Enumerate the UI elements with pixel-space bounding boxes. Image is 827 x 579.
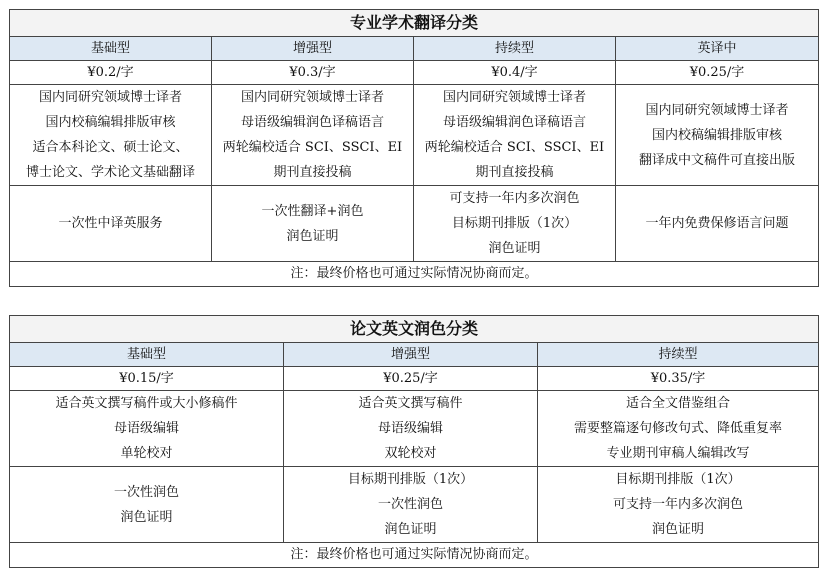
service-line: 可支持一年内多次润色 (449, 191, 580, 206)
feature-line: 双轮校对 (384, 446, 437, 461)
feature-line: 母语级编辑 (377, 421, 443, 436)
service-line: 润色证明 (120, 509, 173, 525)
tier-price-row (10, 367, 819, 391)
feature-line: 两轮编校适合 SCI、SSCI、EI (222, 140, 403, 155)
feature-line: 专业期刊审稿人编辑改写 (606, 446, 750, 461)
service-line: 一次性润色 (377, 497, 443, 512)
tier-services (284, 467, 538, 543)
feature-line: 需要整篇逐句修改句式、降低重复率 (574, 421, 783, 436)
tier-price: ¥0.25/字 (616, 61, 819, 85)
pricing-note: 注：最终价格也可通过实际情况协商而定。 (10, 543, 819, 568)
tier-price: ¥0.3/字 (212, 61, 414, 85)
tier-services (616, 186, 819, 262)
tier-price: ¥0.35/字 (538, 367, 819, 391)
service-line: 一次性润色 (113, 484, 179, 500)
service-line: 润色证明 (384, 522, 437, 537)
tier-services-row (10, 186, 819, 262)
service-line: 润色证明 (488, 241, 541, 256)
tier-price: ¥0.4/字 (414, 61, 616, 85)
tier-name: 增强型 (212, 37, 414, 61)
tier-features-row (10, 391, 819, 467)
translation-pricing-table (9, 9, 819, 287)
tier-name: 持续型 (414, 37, 616, 61)
tier-features (414, 85, 616, 186)
tier-services (10, 186, 212, 262)
tier-services (10, 467, 284, 543)
service-line: 一年内免费保修语言问题 (645, 216, 789, 231)
tier-services (538, 467, 819, 543)
feature-line: 母语级编辑 (113, 421, 179, 436)
feature-line: 两轮编校适合 SCI、SSCI、EI (424, 140, 605, 155)
pricing-note: 注：最终价格也可通过实际情况协商而定。 (10, 262, 819, 287)
tier-features (10, 391, 284, 467)
feature-line: 国内校稿编辑排版审核 (45, 115, 176, 130)
feature-line: 国内同研究领域博士译者 (38, 90, 182, 105)
tier-services (414, 186, 616, 262)
polishing-table-title: 论文英文润色分类 (10, 316, 819, 343)
feature-line: 适合英文撰写稿件 (358, 396, 463, 411)
feature-line: 国内同研究领域博士译者 (442, 90, 586, 105)
translation-table-title: 专业学术翻译分类 (10, 10, 819, 37)
tier-name-row (10, 343, 819, 367)
service-line: 润色证明 (652, 522, 705, 537)
service-line: 一次性中译英服务 (58, 216, 163, 231)
tier-features (538, 391, 819, 467)
service-line: 目标期刊排版（1次） (451, 216, 578, 231)
tier-features (284, 391, 538, 467)
feature-line: 适合全文借鉴组合 (626, 396, 731, 411)
tier-features (212, 85, 414, 186)
service-line: 可支持一年内多次润色 (613, 497, 744, 512)
feature-line: 国内同研究领域博士译者 (240, 90, 384, 105)
service-line: 润色证明 (286, 228, 339, 244)
tier-price: ¥0.25/字 (284, 367, 538, 391)
feature-line: 期刊直接投稿 (475, 165, 554, 180)
polishing-pricing-table (9, 315, 819, 568)
tier-features-row (10, 85, 819, 186)
tier-services (212, 186, 414, 262)
service-line: 目标期刊排版（1次） (615, 472, 741, 487)
tier-name: 英译中 (616, 37, 819, 61)
tier-name: 持续型 (538, 343, 819, 367)
feature-line: 国内同研究领域博士译者 (645, 102, 789, 118)
service-line: 一次性翻译+润色 (261, 203, 364, 219)
tier-name: 基础型 (10, 343, 284, 367)
feature-line: 期刊直接投稿 (273, 165, 352, 180)
tier-features (616, 85, 819, 186)
tier-features (10, 85, 212, 186)
feature-line: 国内校稿编辑排版审核 (652, 127, 783, 143)
tier-price-row (10, 61, 819, 85)
feature-line: 适合英文撰写稿件或大小修稿件 (55, 396, 238, 411)
feature-line: 翻译成中文稿件可直接出版 (639, 152, 796, 168)
feature-line: 单轮校对 (120, 446, 173, 461)
feature-line: 母语级编辑润色译稿语言 (240, 115, 384, 130)
feature-line: 适合本科论文、硕士论文、 (32, 140, 189, 155)
tier-name-row (10, 37, 819, 61)
tier-price: ¥0.2/字 (10, 61, 212, 85)
feature-line: 母语级编辑润色译稿语言 (442, 115, 586, 130)
tier-name: 基础型 (10, 37, 212, 61)
tier-price: ¥0.15/字 (10, 367, 284, 391)
service-line: 目标期刊排版（1次） (347, 472, 474, 487)
tier-name: 增强型 (284, 343, 538, 367)
feature-line: 博士论文、学术论文基础翻译 (25, 165, 195, 180)
tier-services-row (10, 467, 819, 543)
